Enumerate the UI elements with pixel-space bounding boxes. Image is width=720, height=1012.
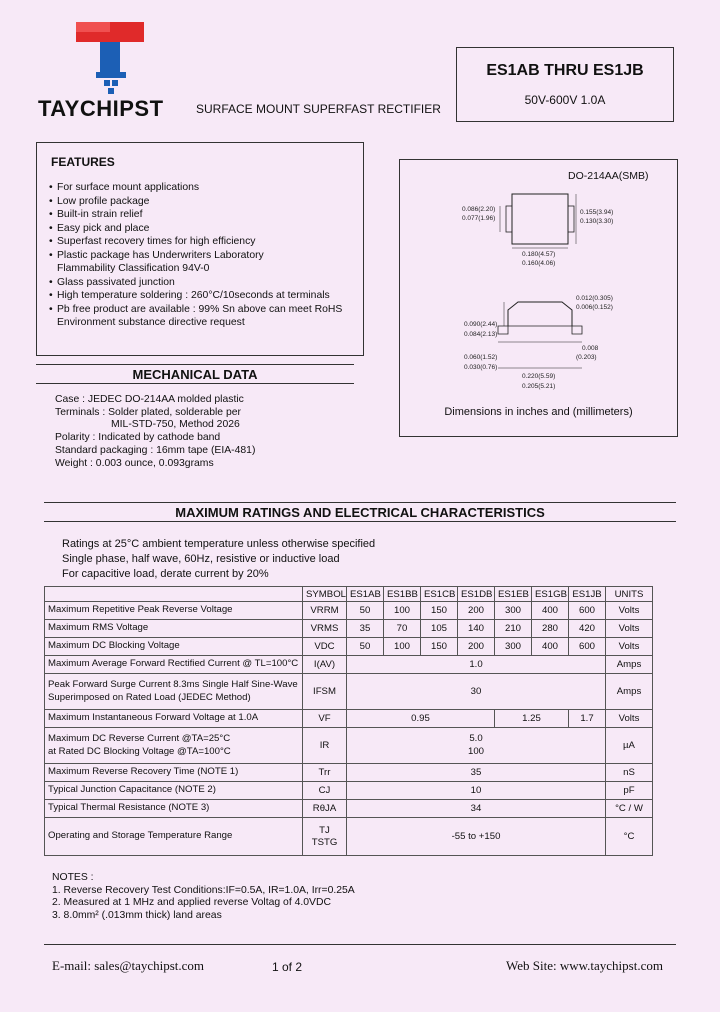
table-cell: [45, 587, 303, 602]
value-cell: 35: [347, 620, 384, 638]
unit-cell: °C / W: [606, 800, 653, 818]
features-list: [49, 181, 359, 330]
row-label: Typical Thermal Resistance (NOTE 3): [45, 800, 303, 818]
company-name: TAYCHIPST: [38, 96, 164, 121]
row-label: Typical Junction Capacitance (NOTE 2): [45, 782, 303, 800]
value-cell: 300: [495, 602, 532, 620]
symbol-cell: Trr: [303, 764, 347, 782]
value-cell: 30: [347, 674, 606, 710]
value-cell: 1.0: [347, 656, 606, 674]
mechanical-line: Case : JEDEC DO-214AA molded plastic: [55, 394, 244, 405]
package-drawing-box: [399, 159, 678, 437]
dim-label: 0.030(0.76): [464, 364, 498, 371]
package-outline-drawing: [400, 160, 677, 400]
mechanical-data-title: MECHANICAL DATA: [132, 367, 258, 382]
row-label: Maximum Reverse Recovery Time (NOTE 1): [45, 764, 303, 782]
title-box: [456, 47, 674, 122]
ratings-note: Single phase, half wave, 60Hz, resistive or inductive load: [62, 553, 340, 565]
unit-cell: Amps: [606, 656, 653, 674]
unit-cell: °C: [606, 818, 653, 856]
table-row: [45, 782, 653, 800]
row-label: Operating and Storage Temperature Range: [45, 818, 303, 856]
ratings-note: Ratings at 25°C ambient temperature unless otherwise specified: [62, 538, 376, 550]
value-cell: 0.95: [347, 710, 495, 728]
symbol-cell: IFSM: [303, 674, 347, 710]
dim-label: 0.008: [582, 345, 599, 352]
table-row: [45, 728, 653, 764]
dim-label: 0.086(2.20): [462, 206, 496, 213]
unit-cell: pF: [606, 782, 653, 800]
dim-label: 0.084(2.13): [464, 331, 498, 338]
dim-label: 0.006(0.152): [576, 304, 613, 311]
feature-item: • Glass passivated junction: [49, 276, 175, 288]
value-cell: 34: [347, 800, 606, 818]
table-header-cell: ES1GB: [532, 587, 569, 602]
symbol-cell: RθJA: [303, 800, 347, 818]
divider: [36, 364, 354, 365]
value-cell: 400: [532, 602, 569, 620]
table-row: [45, 710, 653, 728]
table-header-cell: SYMBOL: [303, 587, 347, 602]
table-row: [45, 674, 653, 710]
dim-label: 0.060(1.52): [464, 354, 498, 361]
symbol-cell: VRMS: [303, 620, 347, 638]
table-header-cell: ES1CB: [421, 587, 458, 602]
mechanical-line: Weight : 0.003 ounce, 0.093grams: [55, 457, 214, 469]
value-cell: 150: [421, 638, 458, 656]
table-header-row: [45, 587, 653, 602]
value-cell: 50: [347, 638, 384, 656]
symbol-cell: VF: [303, 710, 347, 728]
value-cell: 10: [347, 782, 606, 800]
table-header-cell: ES1JB: [569, 587, 606, 602]
unit-cell: µA: [606, 728, 653, 764]
feature-item: • Low profile package: [49, 195, 150, 207]
value-cell: 70: [384, 620, 421, 638]
row-label: Maximum Average Forward Rectified Current @ TL=100°C: [45, 656, 303, 674]
dim-label: 0.180(4.57): [522, 251, 556, 258]
footnote-line: 2. Measured at 1 MHz and applied reverse Voltag of 4.0VDC: [52, 897, 331, 908]
value-cell: 100: [384, 602, 421, 620]
row-label: Maximum DC Blocking Voltage: [45, 638, 303, 656]
dim-label: 0.130(3.30): [580, 218, 614, 225]
value-cell: -55 to +150: [347, 818, 606, 856]
features-box: [36, 142, 364, 356]
unit-cell: Volts: [606, 620, 653, 638]
feature-item: • Easy pick and place: [49, 222, 150, 234]
table-row: [45, 620, 653, 638]
row-label: Maximum Instantaneous Forward Voltage at 1.0A: [45, 710, 303, 728]
table-row: [45, 800, 653, 818]
value-cell: 105: [421, 620, 458, 638]
row-label: Maximum Repetitive Peak Reverse Voltage: [45, 602, 303, 620]
feature-item: • For surface mount applications: [49, 182, 200, 193]
feature-item: • Built-in strain relief: [49, 209, 143, 220]
symbol-cell: IR: [303, 728, 347, 764]
value-cell: 210: [495, 620, 532, 638]
divider: [36, 383, 354, 384]
value-cell: 5.0 100: [347, 728, 606, 764]
document-subtitle: SURFACE MOUNT SUPERFAST RECTIFIER: [196, 102, 441, 116]
mechanical-line: Polarity : Indicated by cathode band: [55, 432, 221, 444]
unit-cell: Volts: [606, 710, 653, 728]
footer-website[interactable]: Web Site: www.taychipst.com: [506, 958, 663, 973]
mechanical-line: Terminals : Solder plated, solderable per: [55, 406, 241, 418]
value-cell: 140: [458, 620, 495, 638]
feature-item: • Plastic package has Underwriters Laboratory Flammability Classification 94V-0: [49, 249, 264, 274]
max-ratings-title: MAXIMUM RATINGS AND ELECTRICAL CHARACTERISTICS: [175, 505, 545, 520]
value-cell: 600: [569, 602, 606, 620]
divider: [44, 502, 676, 503]
table-row: [45, 602, 653, 620]
symbol-cell: CJ: [303, 782, 347, 800]
value-cell: 280: [532, 620, 569, 638]
table-header-cell: ES1EB: [495, 587, 532, 602]
dim-label: 0.155(3.94): [580, 209, 614, 216]
dim-label: 0.160(4.06): [522, 260, 556, 267]
mechanical-line: MIL-STD-750, Method 2026: [111, 419, 240, 431]
footer-email[interactable]: E-mail: sales@taychipst.com: [52, 958, 205, 973]
voltage-current-spec: 50V-600V 1.0A: [524, 93, 606, 107]
divider: [44, 521, 676, 522]
dim-label: 0.220(5.59): [522, 373, 556, 380]
dim-label: 0.077(1.96): [462, 215, 496, 222]
symbol-cell: VDC: [303, 638, 347, 656]
footer-divider: [44, 944, 676, 945]
page-number: 1 of 2: [272, 960, 303, 974]
value-cell: 50: [347, 602, 384, 620]
dim-label: 0.012(0.305): [576, 295, 613, 302]
table-row: [45, 764, 653, 782]
symbol-cell: TJ TSTG: [303, 818, 347, 856]
table-row: [45, 656, 653, 674]
value-cell: 1.7: [569, 710, 606, 728]
row-label: Maximum RMS Voltage: [45, 620, 303, 638]
table-row: [45, 818, 653, 856]
ratings-notes: [62, 537, 375, 582]
feature-item: • High temperature soldering : 260°C/10seconds at terminals: [49, 290, 330, 301]
footnote-line: NOTES :: [52, 872, 94, 883]
dim-label: 0.090(2.44): [464, 321, 498, 328]
table-header-cell: ES1AB: [347, 587, 384, 602]
value-cell: 100: [384, 638, 421, 656]
value-cell: 420: [569, 620, 606, 638]
footnotes: [52, 872, 355, 922]
footnote-line: 3. 8.0mm² (.013mm thick) land areas: [52, 909, 222, 921]
package-name: DO-214AA(SMB): [568, 170, 649, 182]
unit-cell: Amps: [606, 674, 653, 710]
value-cell: 200: [458, 638, 495, 656]
symbol-cell: I(AV): [303, 656, 347, 674]
value-cell: 300: [495, 638, 532, 656]
unit-cell: Volts: [606, 638, 653, 656]
feature-item: • Superfast recovery times for high efficiency: [49, 236, 256, 247]
value-cell: 35: [347, 764, 606, 782]
table-header-cell: ES1BB: [384, 587, 421, 602]
symbol-cell: VRRM: [303, 602, 347, 620]
mechanical-line: Standard packaging : 16mm tape (EIA-481): [55, 444, 256, 456]
dim-label: 0.205(5.21): [522, 383, 556, 390]
unit-cell: nS: [606, 764, 653, 782]
part-range-title: ES1AB THRU ES1JB: [486, 62, 644, 79]
company-logo-icon: [70, 16, 150, 96]
table-header-cell: UNITS: [606, 587, 653, 602]
row-label: Maximum DC Reverse Current @TA=25°C at Rated DC Blocking Voltage @TA=100°C: [45, 728, 303, 764]
mechanical-data-list: [55, 394, 255, 470]
unit-cell: Volts: [606, 602, 653, 620]
ratings-note: For capacitive load, derate current by 20%: [62, 568, 269, 580]
value-cell: 1.25: [495, 710, 569, 728]
value-cell: 150: [421, 602, 458, 620]
feature-item: • Pb free product are available : 99% Sn above can meet RoHS Environment substance directive request: [49, 303, 343, 328]
value-cell: 200: [458, 602, 495, 620]
value-cell: 600: [569, 638, 606, 656]
features-title: FEATURES: [51, 155, 115, 169]
value-cell: 400: [532, 638, 569, 656]
row-label: Peak Forward Surge Current 8.3ms Single Half Sine-Wave Superimposed on Rated Load (JEDEC Method): [45, 674, 303, 710]
table-header-cell: ES1DB: [458, 587, 495, 602]
footnote-line: 1. Reverse Recovery Test Conditions:IF=0.5A, IR=1.0A, Irr=0.25A: [52, 884, 355, 896]
ratings-table: [44, 586, 653, 856]
dimensions-note: Dimensions in inches and (millimeters): [444, 406, 633, 418]
table-row: [45, 638, 653, 656]
dim-label: (0.203): [576, 354, 597, 361]
